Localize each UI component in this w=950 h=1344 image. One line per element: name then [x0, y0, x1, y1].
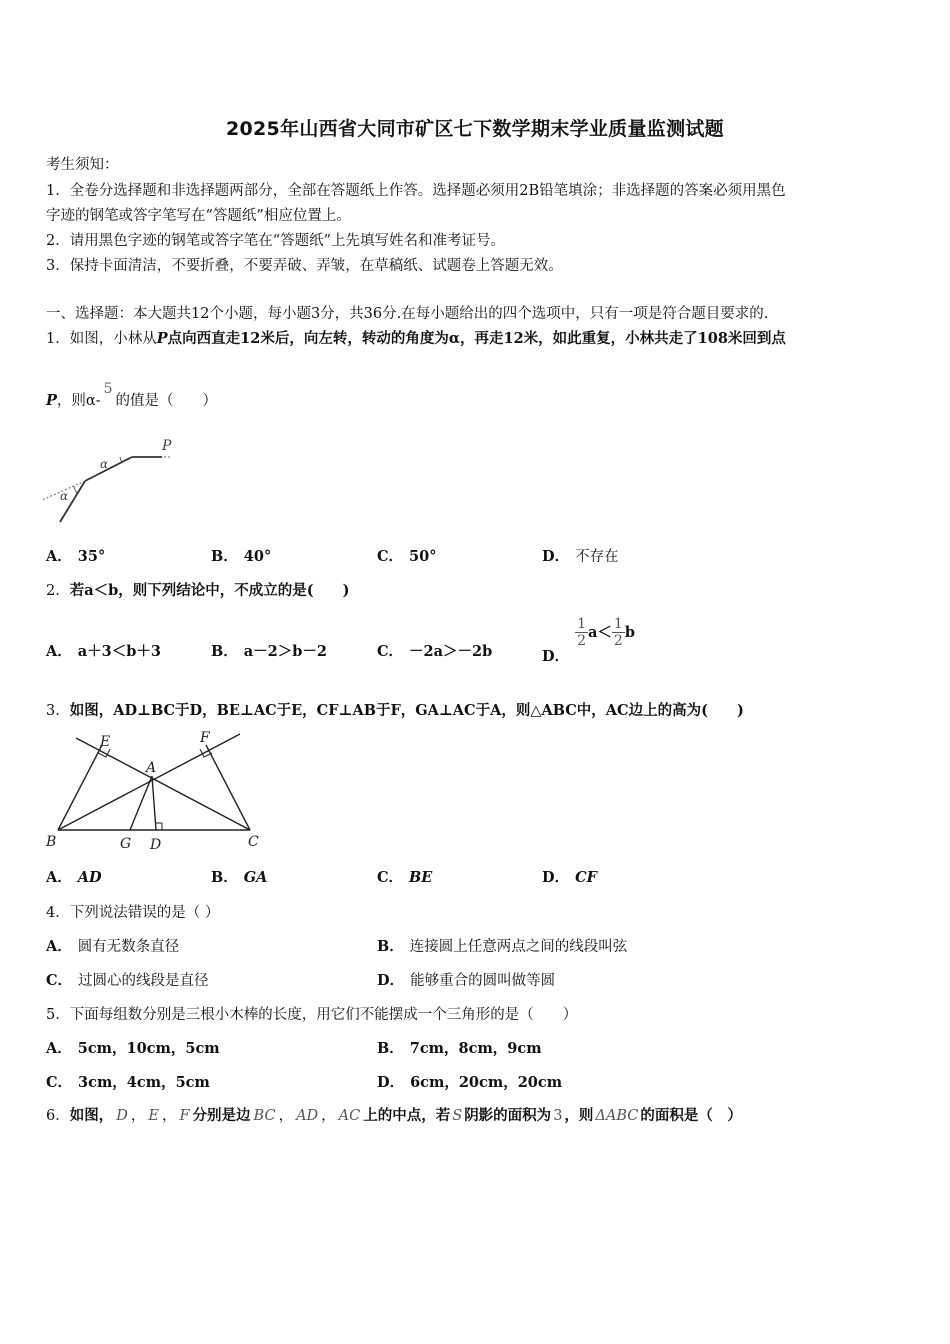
q4-option-b[interactable]: B． 连接圆上任意两点之间的线段叫弦 — [377, 938, 628, 955]
page-title: 2025年山西省大同市矿区七下数学期末学业质量监测试题 — [226, 118, 724, 140]
q4-option-a[interactable]: A． 圆有无数条直径 — [46, 938, 180, 955]
question-number: 1． — [46, 331, 70, 347]
label-d: D — [150, 837, 162, 853]
question-3: 3．如图，AD⊥BC于D，BE⊥AC于E，CF⊥AB于F，GA⊥AC于A，则△ABC中，AC边上的高为( ) — [46, 702, 744, 719]
path-segment — [85, 457, 132, 481]
segment-be — [58, 745, 102, 830]
notice-item-1-cont: 字迹的钢笔或答字笔写在“答题纸”相应位置上。 — [46, 208, 351, 224]
notice-item-1: 1．全卷分选择题和非选择题两部分，全部在答题纸上作答。选择题必须用2B铅笔填涂；非选择题的答案必须用黑色 — [46, 183, 786, 199]
q1-option-b[interactable]: B． 40° — [211, 548, 272, 565]
q5-option-d[interactable]: D． 6cm，20cm，20cm — [377, 1074, 563, 1091]
notice-item-3: 3．保持卡面清洁，不要折叠，不要弄破、弄皱，在草稿纸、试题卷上答题无效。 — [46, 258, 563, 274]
q2-option-a[interactable]: A． a＋3＜b＋3 — [46, 643, 161, 660]
q1-option-a[interactable]: A． 35° — [46, 548, 106, 565]
segment-ag — [130, 776, 152, 830]
question-6: 6．如图， D ， E ， F 分别是边 BC ， AD ， AC 上的中点，若 S 阴影的面积为 3 ，则 ΔABC 的面积是（ ） — [46, 1107, 742, 1124]
angle-arc — [120, 457, 122, 462]
segment-cf — [206, 745, 250, 830]
q4-option-d[interactable]: D． 能够重合的圆叫做等圆 — [377, 972, 556, 989]
question-1: 1．如图，小林从P点向西直走12米后，向左转，转动的角度为α，再走12米，如此重复，小林共走了108米回到点 — [46, 330, 786, 347]
q2-option-b[interactable]: B． a－2＞b－2 — [211, 643, 327, 660]
label-p: P — [162, 438, 172, 454]
q5-option-b[interactable]: B． 7cm，8cm，9cm — [377, 1040, 542, 1057]
q2-option-c[interactable]: C． －2a＞－2b — [377, 643, 493, 660]
label-c: C — [248, 834, 259, 850]
label-e: E — [100, 734, 111, 750]
q5-option-a[interactable]: A． 5cm，10cm，5cm — [46, 1040, 220, 1057]
q3-option-a[interactable]: A． AD — [46, 869, 102, 886]
q3-figure — [40, 728, 270, 856]
q1-figure — [40, 432, 180, 524]
notice-item-2: 2．请用黑色字迹的钢笔或答字笔在“答题纸”上先填写姓名和准考证号。 — [46, 233, 506, 249]
q4-option-c[interactable]: C． 过圆心的线段是直径 — [46, 972, 209, 989]
question-4: 4．下列说法错误的是（ ） — [46, 905, 220, 921]
q1-option-d[interactable]: D． 不存在 — [542, 548, 619, 565]
q3-option-c[interactable]: C． BE — [377, 869, 433, 886]
q3-option-d[interactable]: D． CF — [542, 869, 597, 886]
line-ec — [76, 738, 250, 830]
label-b: B — [46, 834, 57, 850]
q1-option-c[interactable]: C． 50° — [377, 548, 437, 565]
angle-arc — [74, 486, 77, 493]
question-5: 5．下面每组数分别是三根小木棒的长度，用它们不能摆成一个三角形的是（ ） — [46, 1007, 578, 1023]
notice-heading: 考生须知： — [46, 157, 119, 173]
q2-option-d[interactable]: D． $\frac{1}{2}$ a＜ $\frac{1}{2}$ b — [542, 616, 635, 665]
section-heading: 一、选择题：本大题共12个小题，每小题3分，共36分.在每小题给出的四个选项中，只有一项是符合题目要求的. — [46, 306, 769, 322]
label-alpha: α — [60, 489, 69, 503]
question-2: 2．若a＜b，则下列结论中，不成立的是( ) — [46, 582, 350, 599]
question-1-line2: P，则α-5的值是（ ） — [46, 381, 218, 409]
label-a: A — [146, 760, 157, 776]
label-g: G — [120, 836, 132, 852]
segment-ad — [152, 776, 156, 830]
q3-option-b[interactable]: B． GA — [211, 869, 268, 886]
label-f: F — [200, 730, 210, 746]
q5-option-c[interactable]: C． 3cm，4cm，5cm — [46, 1074, 210, 1091]
label-alpha: α — [100, 457, 109, 471]
